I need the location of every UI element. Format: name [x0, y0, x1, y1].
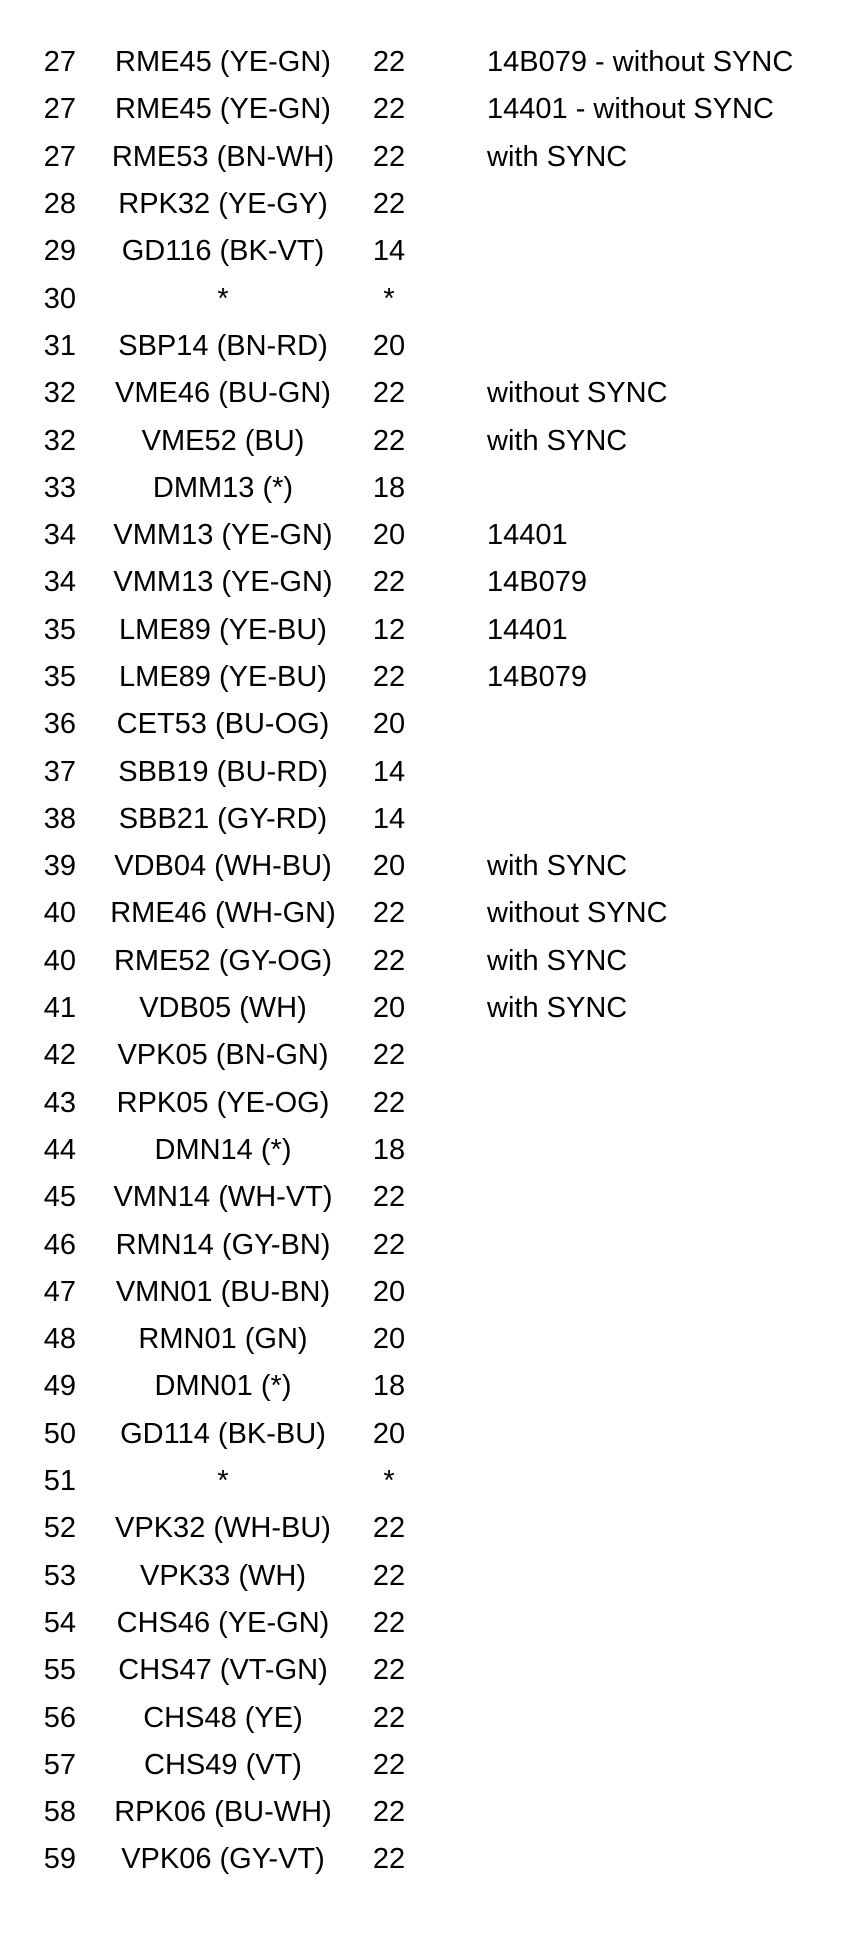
column-spacer	[408, 1032, 487, 1079]
note-cell: with SYNC	[487, 944, 628, 977]
table-row	[0, 181, 793, 228]
table-row	[0, 796, 793, 843]
signal-color-cell: RME45 (YE-GN)	[115, 46, 331, 79]
wire-gauge-cell: 22	[372, 1559, 406, 1592]
wire-gauge-cell: 20	[372, 1417, 406, 1450]
table-row	[0, 1363, 793, 1410]
signal-color-cell: RMN01 (GN)	[138, 1323, 308, 1356]
table-row	[0, 1174, 793, 1221]
pin-number-cell: 56	[43, 1701, 76, 1734]
table-row	[0, 1553, 793, 1600]
wire-gauge-cell: 20	[372, 850, 406, 883]
signal-color-cell: VDB04 (WH-BU)	[114, 850, 332, 883]
signal-color-cell: LME89 (YE-BU)	[119, 661, 327, 693]
pin-number-cell: 27	[43, 93, 76, 126]
pin-number-cell: 49	[43, 1370, 76, 1403]
wire-gauge-cell: 14	[372, 235, 406, 268]
signal-color-cell: VPK32 (WH-BU)	[115, 1512, 331, 1545]
signal-color-cell: GD114 (BK-BU)	[120, 1417, 326, 1450]
pin-number-cell: 47	[43, 1275, 76, 1308]
wire-gauge-cell: *	[383, 1465, 395, 1498]
wire-gauge-cell: 22	[372, 661, 406, 693]
wire-gauge-cell: 22	[372, 566, 406, 599]
note-cell	[487, 1458, 793, 1505]
table-row	[0, 1505, 793, 1552]
column-spacer	[408, 1694, 487, 1741]
signal-color-cell: SBP14 (BN-RD)	[118, 329, 328, 362]
wire-gauge-cell: 12	[372, 613, 406, 646]
wire-gauge-cell: 22	[372, 1039, 406, 1072]
wire-gauge-cell: 22	[372, 1796, 406, 1829]
column-spacer	[408, 1221, 487, 1268]
note-cell	[487, 1742, 793, 1789]
column-spacer	[408, 228, 487, 275]
note-cell	[487, 1647, 793, 1694]
note-cell	[487, 1127, 793, 1174]
signal-color-cell: *	[217, 1465, 229, 1498]
wire-gauge-cell: 22	[372, 140, 406, 173]
pin-number-cell: 32	[43, 377, 76, 410]
column-spacer	[408, 654, 487, 701]
column-spacer	[408, 134, 487, 181]
note-cell	[487, 1032, 793, 1079]
wire-gauge-cell: 20	[372, 992, 406, 1025]
pin-number-cell: 35	[43, 661, 76, 693]
pin-number-cell: 35	[43, 613, 76, 646]
column-spacer	[408, 1600, 487, 1647]
table-row	[0, 1694, 793, 1741]
signal-color-cell: VPK05 (BN-GN)	[117, 1039, 329, 1072]
table-row	[0, 1316, 793, 1363]
column-spacer	[408, 1080, 487, 1127]
note-cell	[487, 323, 793, 370]
column-spacer	[408, 417, 487, 464]
wire-gauge-cell: 18	[372, 1370, 406, 1403]
signal-color-cell: RME46 (WH-GN)	[110, 897, 336, 930]
note-cell	[487, 181, 793, 228]
table-row	[0, 1127, 793, 1174]
pin-number-cell: 37	[43, 755, 76, 788]
wire-gauge-cell: 14	[372, 755, 406, 788]
signal-color-cell: LME89 (YE-BU)	[119, 613, 327, 646]
column-spacer	[408, 1553, 487, 1600]
wire-gauge-cell: 14	[372, 802, 406, 835]
column-spacer	[408, 275, 487, 322]
column-spacer	[408, 938, 487, 985]
pin-number-cell: 51	[43, 1465, 76, 1498]
column-spacer	[408, 1458, 487, 1505]
note-cell: 14B079	[487, 566, 587, 599]
wire-gauge-cell: 22	[372, 93, 406, 126]
pin-number-cell: 36	[43, 708, 76, 741]
note-cell	[487, 701, 793, 748]
pin-number-cell: 48	[43, 1323, 76, 1356]
signal-color-cell: VDB05 (WH)	[139, 992, 307, 1025]
wire-gauge-cell: 22	[372, 944, 406, 977]
table-row	[0, 1411, 793, 1458]
column-spacer	[408, 843, 487, 890]
signal-color-cell: VMM13 (YE-GN)	[113, 519, 333, 552]
pin-number-cell: 29	[43, 235, 76, 268]
signal-color-cell: VME52 (BU)	[141, 424, 305, 457]
table-row	[0, 1269, 793, 1316]
note-cell	[487, 1600, 793, 1647]
table-row	[0, 1836, 793, 1883]
signal-color-cell: RPK06 (BU-WH)	[114, 1796, 332, 1829]
table-row	[0, 86, 793, 133]
pin-number-cell: 57	[43, 1748, 76, 1781]
column-spacer	[408, 1742, 487, 1789]
connector-pinout-table	[0, 39, 793, 1884]
table-row	[0, 370, 793, 417]
pin-number-cell: 27	[43, 46, 76, 79]
signal-color-cell: VMN14 (WH-VT)	[113, 1181, 333, 1214]
column-spacer	[408, 1316, 487, 1363]
pin-number-cell: 55	[43, 1654, 76, 1687]
pin-number-cell: 52	[43, 1512, 76, 1545]
pin-number-cell: 53	[43, 1559, 76, 1592]
note-cell: with SYNC	[487, 992, 628, 1025]
note-cell	[487, 1553, 793, 1600]
column-spacer	[408, 512, 487, 559]
column-spacer	[408, 890, 487, 937]
pin-number-cell: 50	[43, 1417, 76, 1450]
wire-gauge-cell: 22	[372, 897, 406, 930]
pin-number-cell: 28	[43, 188, 76, 221]
wire-gauge-cell: 22	[372, 377, 406, 410]
wire-gauge-cell: *	[383, 282, 395, 315]
pin-number-cell: 58	[43, 1796, 76, 1829]
pin-number-cell: 31	[43, 329, 76, 362]
pin-number-cell: 30	[43, 282, 76, 315]
signal-color-cell: SBB19 (BU-RD)	[118, 755, 328, 788]
column-spacer	[408, 1127, 487, 1174]
signal-color-cell: CET53 (BU-OG)	[116, 708, 330, 741]
table-row	[0, 228, 793, 275]
signal-color-cell: GD116 (BK-VT)	[121, 235, 325, 268]
pin-number-cell: 44	[43, 1133, 76, 1166]
column-spacer	[408, 86, 487, 133]
signal-color-cell: CHS47 (VT-GN)	[118, 1654, 328, 1687]
note-cell	[487, 796, 793, 843]
pin-number-cell: 34	[43, 519, 76, 552]
column-spacer	[408, 1363, 487, 1410]
note-cell: 14B079 - without SYNC	[487, 46, 794, 79]
signal-color-cell: SBB21 (GY-RD)	[118, 802, 328, 835]
table-row	[0, 985, 793, 1032]
note-cell: 14401	[487, 519, 568, 552]
pin-number-cell: 32	[43, 424, 76, 457]
table-row	[0, 843, 793, 890]
column-spacer	[408, 39, 487, 86]
table-row	[0, 938, 793, 985]
signal-color-cell: CHS46 (YE-GN)	[116, 1606, 330, 1639]
table-row	[0, 890, 793, 937]
table-row	[0, 1600, 793, 1647]
signal-color-cell: RMN14 (GY-BN)	[115, 1228, 331, 1261]
wire-gauge-cell: 22	[372, 1512, 406, 1545]
note-cell: with SYNC	[487, 140, 628, 173]
wire-gauge-cell: 22	[372, 46, 406, 79]
signal-color-cell: VPK33 (WH)	[140, 1559, 306, 1592]
pin-number-cell: 46	[43, 1228, 76, 1261]
signal-color-cell: DMN01 (*)	[154, 1370, 292, 1403]
wire-gauge-cell: 18	[372, 471, 406, 504]
pin-number-cell: 59	[43, 1843, 76, 1876]
note-cell	[487, 275, 793, 322]
pin-number-cell: 43	[43, 1086, 76, 1119]
table-row	[0, 1221, 793, 1268]
column-spacer	[408, 1789, 487, 1836]
table-row	[0, 1647, 793, 1694]
pin-number-cell: 33	[43, 471, 76, 504]
signal-color-cell: VPK06 (GY-VT)	[121, 1843, 325, 1876]
wire-gauge-cell: 22	[372, 424, 406, 457]
table-row	[0, 323, 793, 370]
pin-number-cell: 40	[43, 944, 76, 977]
note-cell: 14B079	[487, 661, 587, 693]
column-spacer	[408, 181, 487, 228]
table-row	[0, 465, 793, 512]
signal-color-cell: CHS49 (VT)	[144, 1748, 302, 1781]
signal-color-cell: RME52 (GY-OG)	[113, 944, 333, 977]
wire-gauge-cell: 22	[372, 1843, 406, 1876]
signal-color-cell: RME45 (YE-GN)	[115, 93, 331, 126]
signal-color-cell: CHS48 (YE)	[143, 1701, 303, 1734]
wire-gauge-cell: 22	[372, 1701, 406, 1734]
note-cell: without SYNC	[487, 897, 668, 930]
note-cell	[487, 228, 793, 275]
column-spacer	[408, 465, 487, 512]
note-cell	[487, 1505, 793, 1552]
note-cell	[487, 1316, 793, 1363]
pin-number-cell: 45	[43, 1181, 76, 1214]
table-row	[0, 134, 793, 181]
wire-gauge-cell: 22	[372, 1181, 406, 1214]
wire-gauge-cell: 20	[372, 519, 406, 552]
column-spacer	[408, 796, 487, 843]
pin-number-cell: 34	[43, 566, 76, 599]
wire-gauge-cell: 18	[372, 1133, 406, 1166]
table-row	[0, 417, 793, 464]
pin-number-cell: 41	[43, 992, 76, 1025]
signal-color-cell: DMN14 (*)	[154, 1133, 292, 1166]
table-row	[0, 701, 793, 748]
note-cell: 14401 - without SYNC	[487, 93, 774, 126]
note-cell	[487, 465, 793, 512]
wire-gauge-cell: 22	[372, 1228, 406, 1261]
wire-gauge-cell: 20	[372, 1275, 406, 1308]
table-row	[0, 748, 793, 795]
signal-color-cell: VMN01 (BU-BN)	[115, 1275, 331, 1308]
column-spacer	[408, 985, 487, 1032]
table-row	[0, 607, 793, 654]
signal-color-cell: VME46 (BU-GN)	[115, 377, 331, 410]
table-row	[0, 654, 793, 701]
signal-color-cell: *	[217, 282, 229, 315]
table-row	[0, 1080, 793, 1127]
note-cell: with SYNC	[487, 850, 628, 883]
signal-color-cell: VMM13 (YE-GN)	[113, 566, 333, 599]
pin-number-cell: 54	[43, 1606, 76, 1639]
note-cell: 14401	[487, 613, 568, 646]
wire-gauge-cell: 22	[372, 1606, 406, 1639]
column-spacer	[408, 1647, 487, 1694]
pin-number-cell: 38	[43, 802, 76, 835]
note-cell	[487, 1836, 793, 1883]
pin-number-cell: 39	[43, 850, 76, 883]
wire-gauge-cell: 20	[372, 1323, 406, 1356]
column-spacer	[408, 701, 487, 748]
note-cell	[487, 1694, 793, 1741]
column-spacer	[408, 1411, 487, 1458]
column-spacer	[408, 1836, 487, 1883]
wire-gauge-cell: 22	[372, 1086, 406, 1119]
table-row	[0, 1032, 793, 1079]
table-row	[0, 275, 793, 322]
column-spacer	[408, 607, 487, 654]
column-spacer	[408, 1505, 487, 1552]
wire-gauge-cell: 20	[372, 708, 406, 741]
column-spacer	[408, 370, 487, 417]
wire-gauge-cell: 20	[372, 329, 406, 362]
table-row	[0, 1742, 793, 1789]
note-cell	[487, 748, 793, 795]
column-spacer	[408, 748, 487, 795]
table-row	[0, 39, 793, 86]
note-cell: without SYNC	[487, 377, 668, 410]
note-cell	[487, 1789, 793, 1836]
note-cell	[487, 1174, 793, 1221]
wire-gauge-cell: 22	[372, 1748, 406, 1781]
pinout-table-body	[0, 39, 793, 1884]
column-spacer	[408, 1269, 487, 1316]
wire-gauge-cell: 22	[372, 188, 406, 221]
note-cell	[487, 1221, 793, 1268]
column-spacer	[408, 559, 487, 606]
signal-color-cell: RME53 (BN-WH)	[111, 140, 335, 173]
table-row	[0, 1458, 793, 1505]
note-cell	[487, 1269, 793, 1316]
column-spacer	[408, 1174, 487, 1221]
column-spacer	[408, 323, 487, 370]
pin-number-cell: 42	[43, 1039, 76, 1072]
signal-color-cell: DMM13 (*)	[152, 471, 294, 504]
pin-number-cell: 40	[43, 897, 76, 930]
signal-color-cell: RPK32 (YE-GY)	[118, 188, 328, 221]
table-row	[0, 559, 793, 606]
pin-number-cell: 27	[43, 140, 76, 173]
signal-color-cell: RPK05 (YE-OG)	[116, 1086, 330, 1119]
note-cell	[487, 1411, 793, 1458]
table-row	[0, 512, 793, 559]
note-cell	[487, 1080, 793, 1127]
table-row	[0, 1789, 793, 1836]
note-cell: with SYNC	[487, 424, 628, 457]
wire-gauge-cell: 22	[372, 1654, 406, 1687]
note-cell	[487, 1363, 793, 1410]
